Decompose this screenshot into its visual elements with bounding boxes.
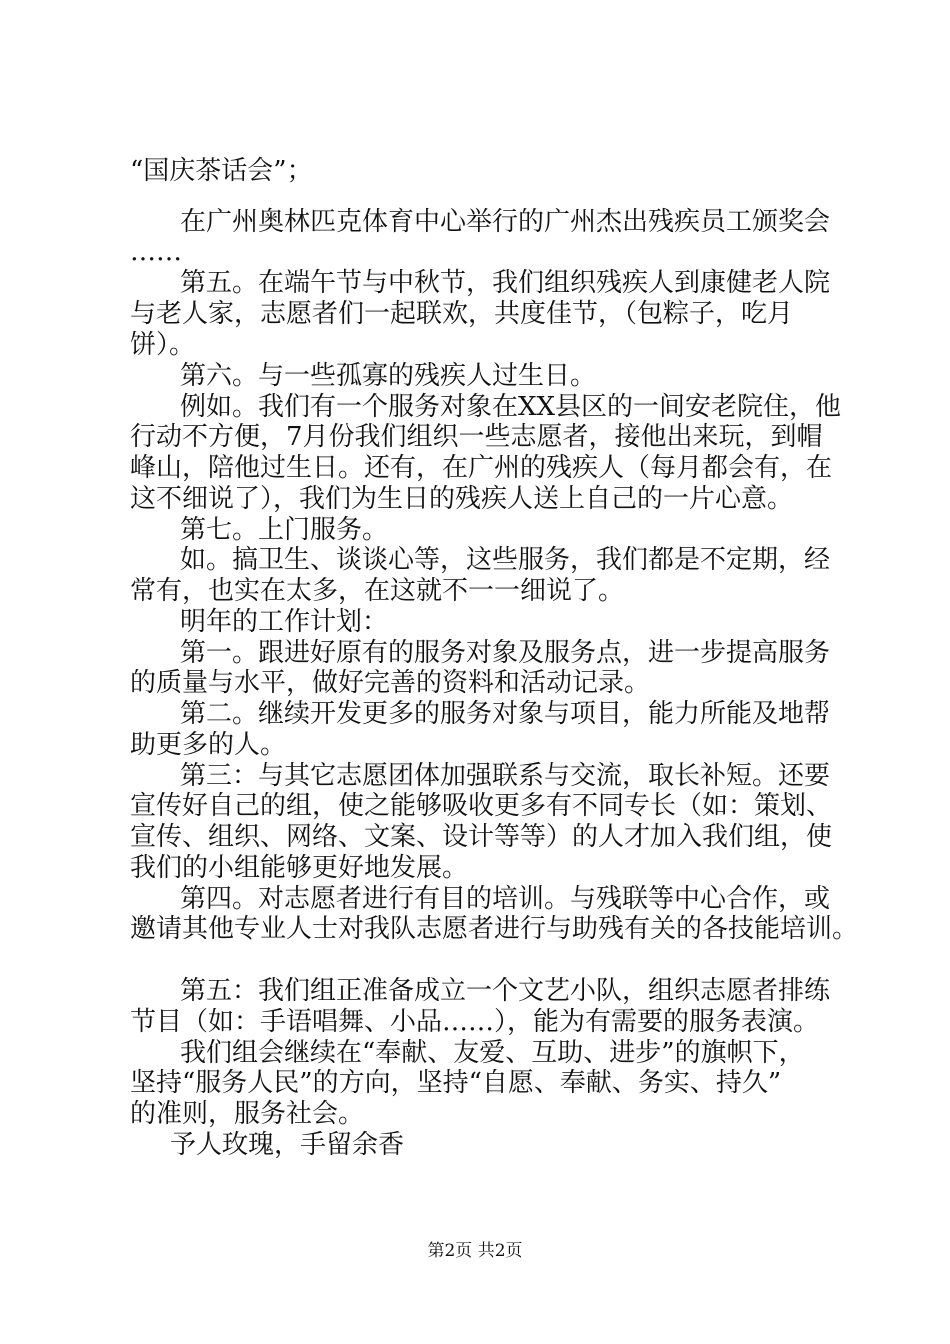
text-line: 我们的小组能够更好地发展。 [130,853,469,883]
text-line: 例如。我们有一个服务对象在XX县区的一间安老院住，他 [180,392,842,422]
text-line: 第七。上门服务。 [180,515,389,545]
text-line: 第四。对志愿者进行有目的培训。与残联等中心合作，或 [180,884,831,914]
page-footer: 第2页 共2页 [427,1241,523,1261]
text-line: 节目（如：手语唱舞、小品……），能为有需要的服务表演。 [130,1007,820,1037]
text-line: 明年的工作计划： [180,607,389,637]
text-line: 第五。在端午节与中秋节，我们组织残疾人到康健老人院 [180,268,831,298]
text-line: 第二。继续开发更多的服务对象与项目，能力所能及地帮 [180,699,831,729]
text-line: 峰山，陪他过生日。还有，在广州的残疾人（每月都会有，在 [130,453,833,483]
text-line: 第一。跟进好原有的服务对象及服务点，进一步提高服务 [180,638,831,668]
text-line: 第五：我们组正准备成立一个文艺小队，组织志愿者排练 [180,976,831,1006]
text-line: 在广州奥林匹克体育中心举行的广州杰出残疾员工颁奖会 [180,207,831,237]
text-line: 的准则，服务社会。 [130,1099,365,1129]
text-line: 邀请其他专业人士对我队志愿者进行与助残有关的各技能培训。 [130,914,859,944]
text-line: 第六。与一些孤寡的残疾人过生日。 [180,361,597,391]
text-line: 坚持“服务人民”的方向，坚持“自愿、奉献、务实、持久” [130,1068,782,1098]
text-line: 如。搞卫生、谈谈心等，这些服务，我们都是不定期，经 [180,545,831,575]
text-line: “国庆茶话会”； [130,156,313,186]
text-line: 这不细说了），我们为生日的残疾人送上自己的一片心意。 [130,484,794,514]
text-line: 宣传好自己的组，使之能够吸收更多有不同专长（如：策划、 [130,791,833,821]
text-line: 与老人家，志愿者们一起联欢，共度佳节，（包粽子，吃月 [130,299,794,329]
text-line: 宣传、组织、网络、文案、设计等等）的人才加入我们组，使 [130,822,833,852]
text-line: 常有，也实在太多，在这就不一一细说了。 [130,576,625,606]
text-line: 的质量与水平，做好完善的资料和活动记录。 [130,668,651,698]
text-line: 第三：与其它志愿团体加强联系与交流，取长补短。还要 [180,761,831,791]
text-line: 予人玫瑰，手留余香 [170,1130,405,1160]
text-line: 我们组会继续在“奉献、友爱、互助、进步”的旗帜下， [180,1038,805,1068]
text-line: …… [130,237,182,267]
text-line: 行动不方便，7月份我们组织一些志愿者，接他出来玩，到帽 [130,422,823,452]
text-line: 助更多的人。 [130,730,287,760]
text-line: 饼）。 [130,330,196,360]
